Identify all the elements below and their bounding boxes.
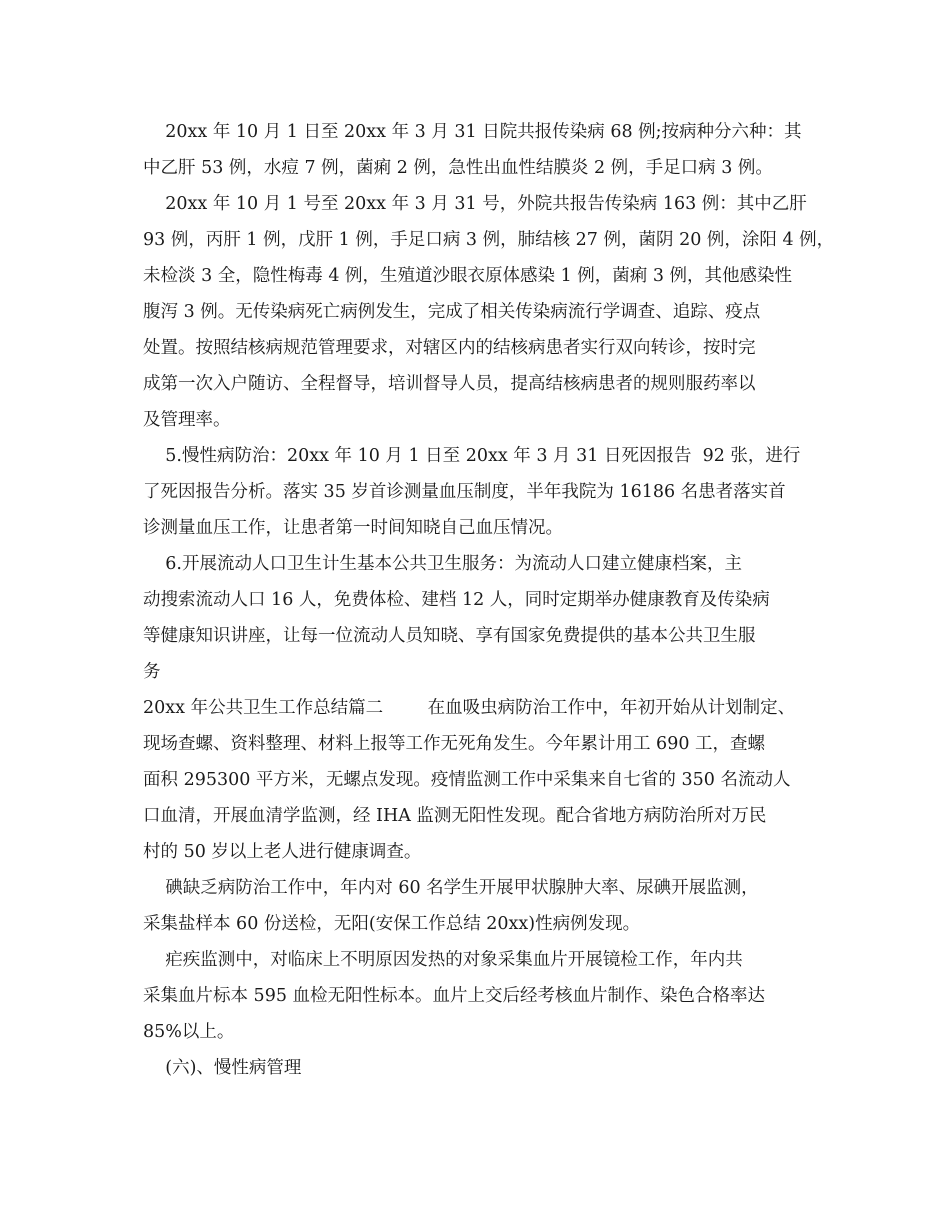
text-line: 6.开展流动人口卫生计生基本公共卫生服务：为流动人口建立健康档案，主 (143, 554, 742, 574)
text-line: 等健康知识讲座，让每一位流动人员知晓、享有国家免费提供的基本公共卫生服 (143, 626, 756, 646)
text-line: 了死因报告分析。落实 35 岁首诊测量血压制度，半年我院为 16186 名患者落实首 (143, 482, 786, 502)
text-line: 碘缺乏病防治工作中，年内对 60 名学生开展甲状腺肿大率、尿碘开展监测， (143, 878, 759, 898)
text-line: 村的 50 岁以上老人进行健康调查。 (143, 842, 422, 862)
text-line: 口血清，开展血清学监测，经 IHA 监测无阳性发现。配合省地方病防治所对万民 (143, 806, 767, 826)
text-line: 面积 295300 平方米，无螺点发现。疫情监测工作中采集来自七省的 350 名流动人 (143, 770, 791, 790)
text-line: 及管理率。 (143, 410, 231, 430)
text-line: 20xx 年 10 月 1 日至 20xx 年 3 月 31 日院共报传染病 68 例;按病种分六种：其 (143, 122, 802, 142)
text-line: 疟疾监测中，对临床上不明原因发热的对象采集血片开展镜检工作，年内共 (143, 950, 743, 970)
text-line: 诊测量血压工作，让患者第一时间知晓自己血压情况。 (143, 518, 563, 538)
text-line: 采集盐样本 60 份送检，无阳(安保工作总结 20xx)性病例发现。 (143, 914, 641, 934)
text-line: 93 例，丙肝 1 例，戊肝 1 例，手足口病 3 例，肺结核 27 例，菌阴 20 例，涂阳 4 例， (143, 230, 835, 250)
text-line: 5.慢性病防治：20xx 年 10 月 1 日至 20xx 年 3 月 31 日死因报告 92 张，进行 (143, 446, 801, 466)
text-line: 务 (143, 662, 161, 682)
text-line: 处置。按照结核病规范管理要求，对辖区内的结核病患者实行双向转诊，按时完 (143, 338, 756, 358)
text-line: 动搜索流动人口 16 人，免费体检、建档 12 人，同时定期举办健康教育及传染病 (143, 590, 770, 610)
text-line: 20xx 年公共卫生工作总结篇二 在血吸虫病防治工作中，年初开始从计划制定、 (143, 698, 796, 718)
text-line: 20xx 年 10 月 1 号至 20xx 年 3 月 31 号，外院共报告传染病 163 例：其中乙肝 (143, 194, 807, 214)
text-line: (六)、慢性病管理 (143, 1058, 302, 1078)
text-line: 未检淡 3 全，隐性梅毒 4 例，生殖道沙眼衣原体感染 1 例，菌痢 3 例，其他感染性 (143, 266, 793, 286)
text-line: 腹泻 3 例。无传染病死亡病例发生，完成了相关传染病流行学调查、追踪、疫点 (143, 302, 761, 322)
text-line: 85%以上。 (143, 1022, 235, 1042)
text-line: 成第一次入户随访、全程督导，培训督导人员，提高结核病患者的规则服药率以 (143, 374, 756, 394)
text-line: 现场查螺、资料整理、材料上报等工作无死角发生。今年累计用工 690 工，查螺 (143, 734, 766, 754)
text-line: 采集血片标本 595 血检无阳性标本。血片上交后经考核血片制作、染色合格率达 (143, 986, 766, 1006)
text-line: 中乙肝 53 例，水痘 7 例，菌痢 2 例，急性出血性结膜炎 2 例，手足口病 3 例。 (143, 158, 773, 178)
